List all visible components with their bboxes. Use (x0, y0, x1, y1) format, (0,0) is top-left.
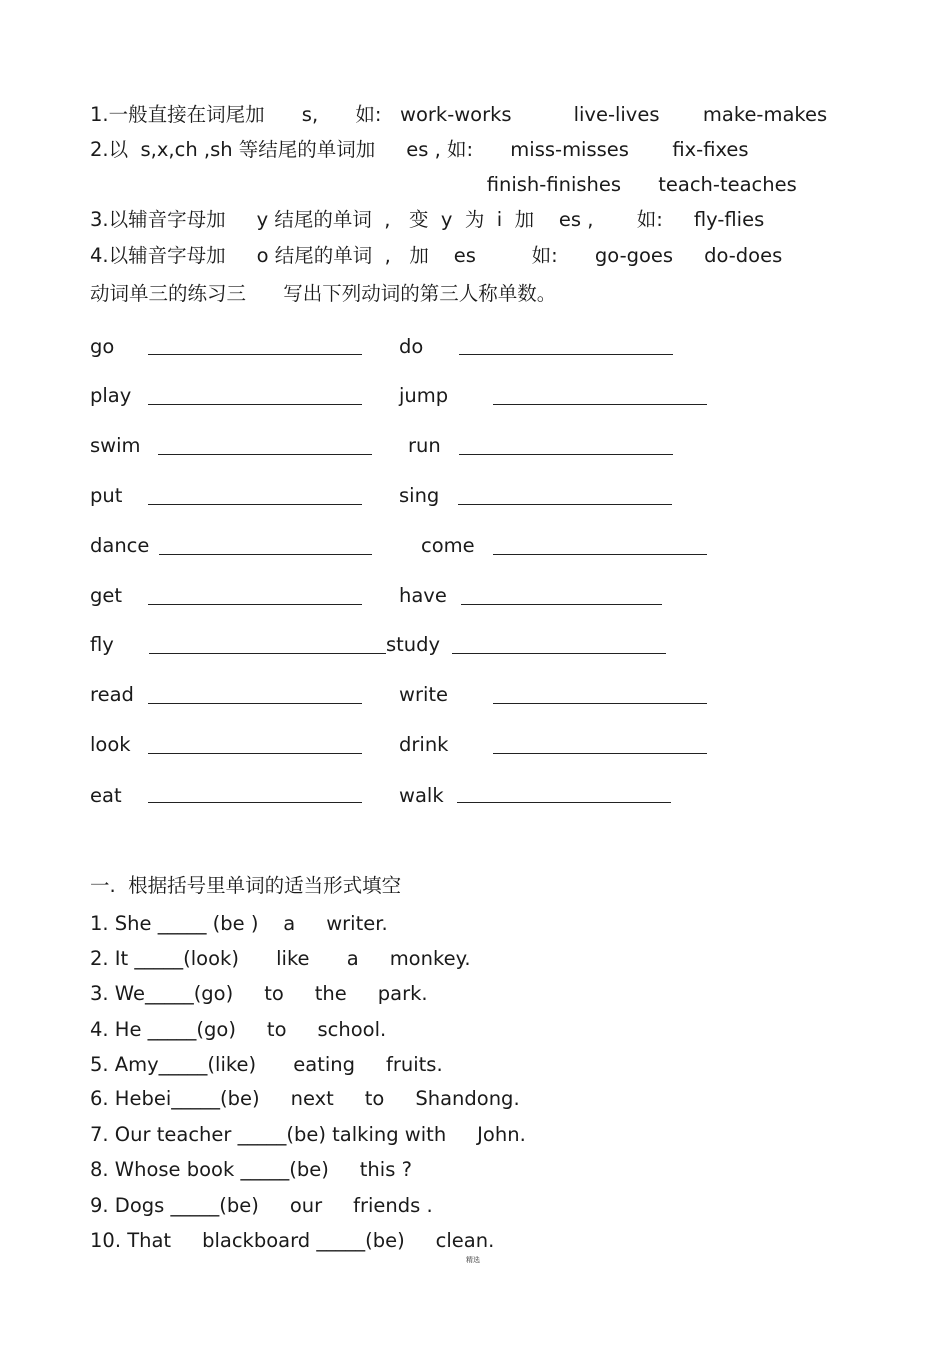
exercise-item: 5. Amy_____(like) eating fruits. (90, 1053, 443, 1076)
exercise-item: 4. He _____(go) to school. (90, 1018, 387, 1041)
verb-label: swim (90, 434, 141, 457)
answer-blank[interactable] (148, 504, 362, 505)
answer-blank[interactable] (459, 354, 673, 355)
verb-label: read (90, 683, 134, 706)
answer-blank[interactable] (458, 504, 672, 505)
verb-label: walk (399, 784, 444, 807)
answer-blank[interactable] (148, 604, 362, 605)
rule-4: 4.以辅音字母加 o 结尾的单词 , 加 es 如: go-goes do-does (90, 244, 783, 267)
verb-label: put (90, 484, 123, 507)
answer-blank[interactable] (148, 703, 362, 704)
answer-blank[interactable] (148, 404, 362, 405)
verb-label: play (90, 384, 132, 407)
exercise-item: 1. She _____ (be ) a writer. (90, 912, 388, 935)
answer-blank[interactable] (159, 554, 372, 555)
exercise-item: 3. We_____(go) to the park. (90, 982, 428, 1005)
verb-label: come (421, 534, 475, 557)
verb-label: eat (90, 784, 122, 807)
verb-label: run (408, 434, 441, 457)
rule-1: 1.一般直接在词尾加 s, 如: work-works live-lives make-makes (90, 103, 828, 126)
verb-label: jump (399, 384, 449, 407)
verb-label: study (386, 633, 441, 656)
verb-label: write (399, 683, 449, 706)
exercise-item: 7. Our teacher _____(be) talking with John. (90, 1123, 526, 1146)
rule-2: 2.以 s,x,ch ,sh 等结尾的单词加 es , 如: miss-misses fix-fixes (90, 138, 749, 161)
verb-label: have (399, 584, 447, 607)
exercise-item: 10. That blackboard _____(be) clean. (90, 1229, 495, 1252)
exercise-item: 9. Dogs _____(be) our friends . (90, 1194, 433, 1217)
exercise-item: 8. Whose book _____(be) this ? (90, 1158, 412, 1181)
verb-label: sing (399, 484, 440, 507)
answer-blank[interactable] (158, 454, 372, 455)
exercise-3-title: 动词单三的练习三 写出下列动词的第三人称单数。 (90, 282, 557, 305)
verb-label: fly (90, 633, 114, 656)
answer-blank[interactable] (493, 753, 707, 754)
exercise-item: 2. It _____(look) like a monkey. (90, 947, 471, 970)
footer-label: 精选 (466, 1256, 480, 1264)
verb-label: go (90, 335, 115, 358)
answer-blank[interactable] (493, 703, 707, 704)
verb-label: do (399, 335, 424, 358)
verb-label: get (90, 584, 123, 607)
verb-label: dance (90, 534, 150, 557)
answer-blank[interactable] (149, 653, 386, 654)
answer-blank[interactable] (148, 802, 362, 803)
verb-label: drink (399, 733, 449, 756)
answer-blank[interactable] (148, 753, 362, 754)
answer-blank[interactable] (493, 554, 707, 555)
answer-blank[interactable] (452, 653, 666, 654)
exercise-item: 6. Hebei_____(be) next to Shandong. (90, 1087, 520, 1110)
rule-2-continued: finish-finishes teach-teaches (90, 173, 797, 196)
answer-blank[interactable] (457, 802, 671, 803)
answer-blank[interactable] (459, 454, 673, 455)
answer-blank[interactable] (493, 404, 707, 405)
verb-label: look (90, 733, 131, 756)
answer-blank[interactable] (148, 354, 362, 355)
answer-blank[interactable] (461, 604, 662, 605)
section-title: 一. 根据括号里单词的适当形式填空 (90, 874, 402, 897)
rule-3: 3.以辅音字母加 y 结尾的单词 , 变 y 为 i 加 es , 如: fly-flies (90, 208, 765, 231)
